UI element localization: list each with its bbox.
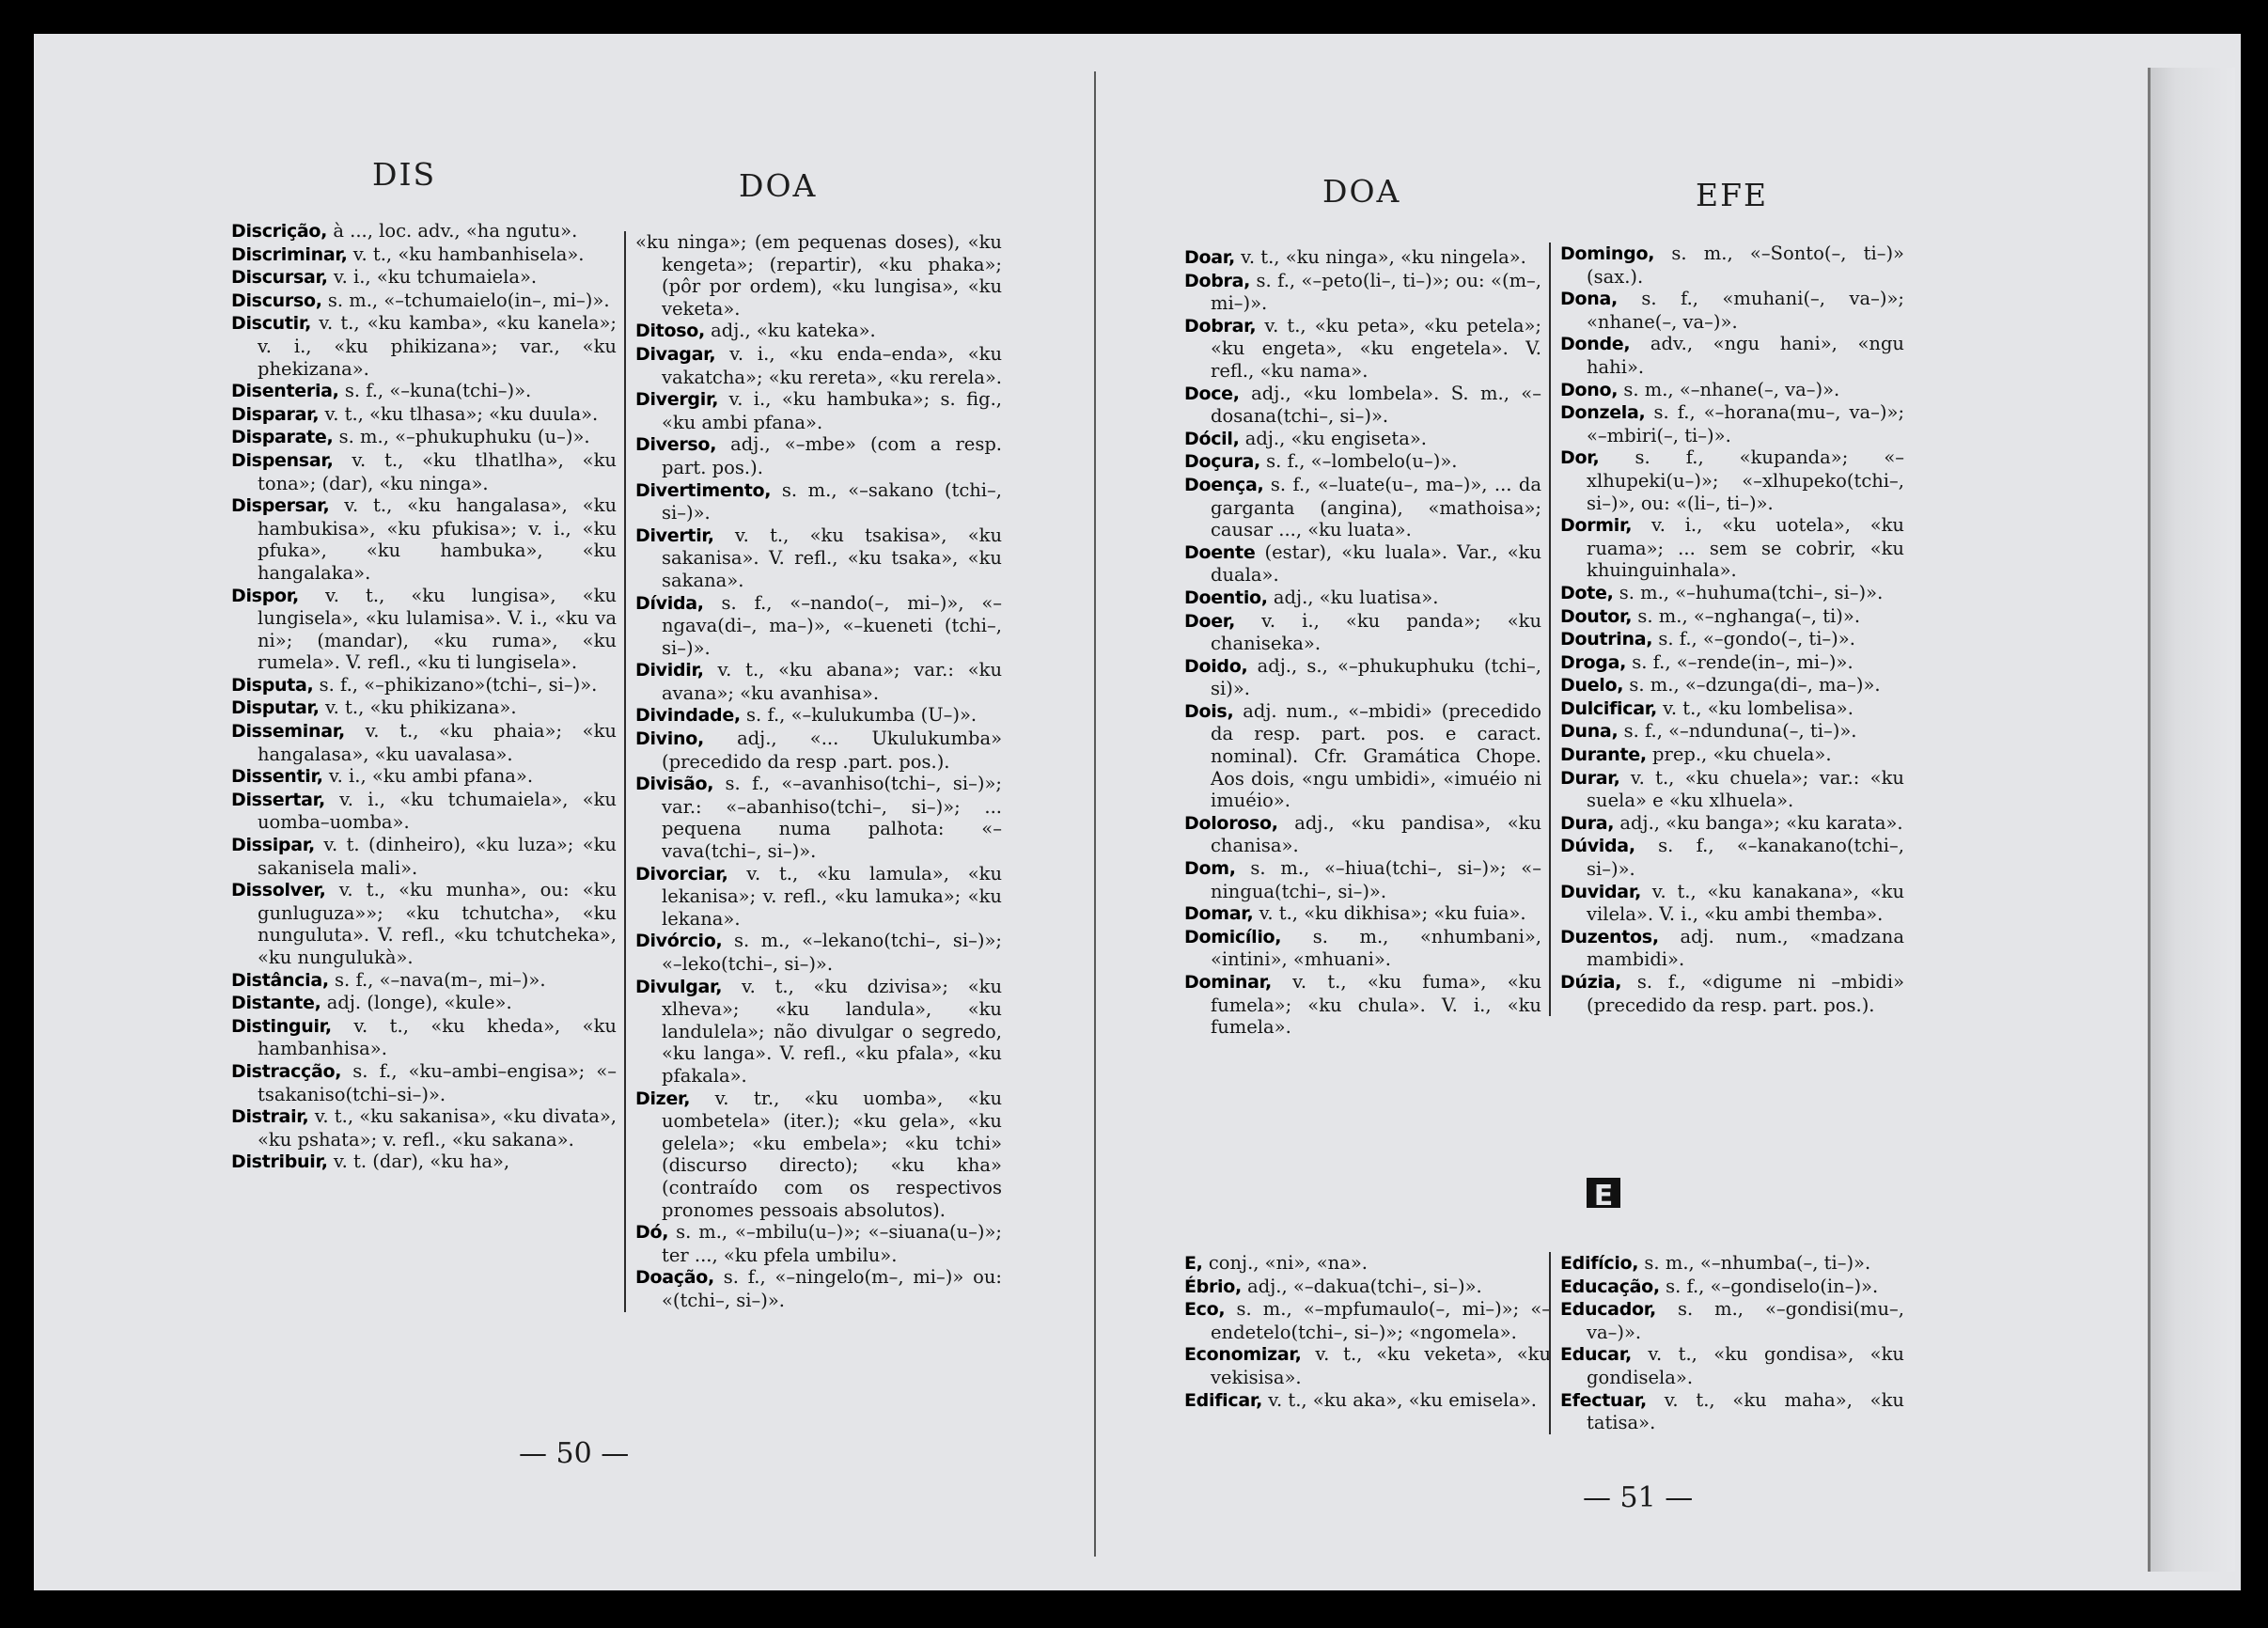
dictionary-entry bbox=[635, 592, 1002, 660]
dictionary-entry bbox=[231, 1060, 617, 1105]
entry-headword: Durar, bbox=[1560, 767, 1620, 789]
entry-headword: Doentio, bbox=[1184, 587, 1268, 608]
entry-headword: Domingo, bbox=[1560, 243, 1655, 264]
entry-definition: v. t., «ku peta», «ku petela»; «ku engeta», «ku engetela». V. refl., «ku nama». bbox=[1211, 314, 1541, 382]
entry-headword: Dulcificar, bbox=[1560, 697, 1657, 719]
entry-definition: s. f., «ku–ambi–engisa»; «–tsakaniso(tchi–si–)». bbox=[258, 1059, 617, 1105]
entry-headword: Donzela, bbox=[1560, 402, 1646, 424]
entry-headword: Doutor, bbox=[1560, 605, 1633, 627]
entry-definition: v. i., «ku panda»; «ku chaniseka». bbox=[1211, 609, 1542, 655]
entry-headword: Disseminar, bbox=[231, 721, 345, 743]
entry-headword: Doido, bbox=[1184, 655, 1248, 677]
entry-definition: v. t. (dar), «ku ha», bbox=[333, 1151, 510, 1173]
entry-definition: v. t., «ku tlhasa»; «ku duula». bbox=[324, 402, 599, 425]
entry-headword: Discrição, bbox=[231, 221, 328, 242]
entry-definition: adj. num., «madzana mambidi». bbox=[1587, 925, 1904, 971]
dictionary-entry bbox=[1184, 1343, 1551, 1388]
entry-definition: v. t., «ku sakanisa», «ku divata», «ku pshata»; v. refl., «ku sakana». bbox=[258, 1105, 618, 1151]
entry-definition: v. t. (dinheiro), «ku luza»; «ku sakanisela mali». bbox=[258, 834, 617, 879]
dictionary-entry bbox=[1184, 610, 1541, 655]
entry-definition: s. f., «digume ni –mbidi» (precedido da resp. part. pos.). bbox=[1587, 971, 1905, 1016]
entry-headword: Droga, bbox=[1560, 651, 1627, 673]
dictionary-entry bbox=[1184, 926, 1541, 971]
entry-definition: v. t., «ku dzivisa»; «ku xlheva»; «ku landula», «ku landulela»; não divulgar o segredo, «ku langa». V. refl., «ku pfala», «ku pfakala». bbox=[662, 975, 1002, 1087]
entry-definition: (estar), «ku luala». Var., «ku duala». bbox=[1211, 540, 1542, 587]
dictionary-entry bbox=[1560, 1343, 1904, 1388]
dictionary-entry bbox=[635, 231, 1002, 320]
dictionary-entry bbox=[231, 585, 617, 674]
entry-definition: s. m., «nhumbani», «intini», «mhuani». bbox=[1211, 925, 1542, 971]
entry-definition: v. t., «ku tsakisa», «ku sakanisa». V. refl., «ku tsaka», «ku sakana». bbox=[662, 524, 1003, 591]
dictionary-entry bbox=[1184, 971, 1541, 1039]
entry-definition: v. i., «ku tchumaiela», «ku uomba–uomba». bbox=[258, 788, 617, 834]
dictionary-entry bbox=[1560, 514, 1904, 582]
dictionary-entry bbox=[231, 426, 617, 449]
entry-definition: v. t., «ku ninga», «ku ningela». bbox=[1241, 246, 1526, 268]
entry-definition: v. t., «ku abana»; var.: «ku avana»; «ku avanhisa». bbox=[662, 659, 1003, 704]
entry-headword: Discurso, bbox=[231, 290, 322, 311]
entry-headword: Dispor, bbox=[231, 585, 299, 606]
dictionary-entry bbox=[1560, 812, 1904, 836]
entry-headword: Edifício, bbox=[1560, 1253, 1639, 1274]
dictionary-entry bbox=[231, 834, 617, 879]
dictionary-column-2 bbox=[1549, 243, 1904, 1016]
dictionary-entry bbox=[635, 659, 1002, 704]
dictionary-entry bbox=[231, 266, 617, 290]
entry-headword: Dizer, bbox=[635, 1088, 691, 1109]
dictionary-entry bbox=[1560, 582, 1904, 605]
entry-definition: v. i., «ku ambi pfana». bbox=[328, 765, 534, 788]
entry-definition: v. t., «ku hambanhisela». bbox=[352, 243, 585, 265]
entry-definition: s. f., «–ningelo(m–, mi–)» ou: «(tchi–, si–)». bbox=[662, 1266, 1003, 1311]
dictionary-entry bbox=[1184, 474, 1541, 541]
entry-headword: Distrair, bbox=[231, 1106, 309, 1128]
dictionary-entry bbox=[635, 388, 1002, 433]
dictionary-entry bbox=[231, 449, 617, 494]
entry-headword: Distinguir, bbox=[231, 1015, 332, 1037]
entry-headword: Efectuar, bbox=[1560, 1389, 1647, 1411]
entry-definition: v. t., «ku dikhisa»; «ku fuia». bbox=[1259, 902, 1526, 925]
entry-definition: v. t., «ku gondisa», «ku gondisela». bbox=[1587, 1343, 1904, 1388]
entry-headword: Disparar, bbox=[231, 403, 320, 425]
dictionary-entry bbox=[1184, 1252, 1551, 1276]
entry-headword: Ébrio, bbox=[1184, 1276, 1242, 1297]
entry-definition: v. tr., «ku uomba», «ku uombetela» (iter.); «ku gela», «ku gelela»; «ku embela»; «ku tchi» (discurso directo); «ku kha» (contraído com os respectivos pronomes pessoais absolutos). bbox=[662, 1087, 1003, 1221]
dictionary-entry bbox=[1184, 902, 1541, 926]
dictionary-entry bbox=[635, 343, 1002, 388]
dictionary-entry bbox=[1560, 651, 1904, 675]
dictionary-entry bbox=[1560, 605, 1904, 629]
entry-headword: Divisão, bbox=[635, 774, 714, 795]
dictionary-entry bbox=[635, 479, 1002, 524]
running-head-right: DOA bbox=[739, 167, 818, 204]
entry-headword: Dispensar, bbox=[231, 449, 334, 471]
dictionary-entry bbox=[231, 243, 617, 267]
entry-headword: Eco, bbox=[1184, 1299, 1226, 1321]
entry-definition: adj., «–mbe» (com a resp. part. pos.). bbox=[662, 433, 1003, 478]
entry-headword: Dissentir, bbox=[231, 766, 323, 788]
entry-headword: Doença, bbox=[1184, 474, 1264, 495]
dictionary-entry bbox=[231, 403, 617, 427]
entry-definition: s. f., «–avanhiso(tchi–, si–)»; var.: «–abanhiso(tchi–, si–)»; ... pequena numa palhota: «–vava(tchi–, si–)». bbox=[662, 773, 1002, 863]
entry-definition: s. f., «–gondo(–, ti–)». bbox=[1658, 628, 1855, 650]
entry-headword: Discutir, bbox=[231, 313, 312, 335]
entry-headword: Distante, bbox=[231, 993, 321, 1014]
dictionary-entry bbox=[231, 1015, 617, 1060]
entry-definition: s. m., «–mbilu(u–)»; «–siuana(u–)»; ter ..., «ku pfela umbilu». bbox=[662, 1221, 1003, 1266]
entry-headword: Dono, bbox=[1560, 379, 1619, 400]
dictionary-entry bbox=[1560, 1252, 1904, 1276]
entry-definition: s. f., «–nando(–, mi–)», «–ngava(di–, ma–)», «–kueneti (tchi–, si–)». bbox=[662, 591, 1002, 659]
entry-headword: Doar, bbox=[1184, 247, 1235, 268]
dictionary-entry bbox=[1184, 270, 1541, 315]
entry-headword: Educação, bbox=[1560, 1276, 1660, 1297]
dictionary-column-4 bbox=[1549, 1252, 1904, 1434]
entry-headword: Doloroso, bbox=[1184, 812, 1278, 834]
entry-definition: s. f., «kupanda»; «–xlhupeki(u–)»; «–xlhupeko(tchi–, si–)», ou: «(li–, ti–)». bbox=[1587, 446, 1904, 514]
entry-headword: Duzentos, bbox=[1560, 926, 1659, 947]
entry-headword: Dó, bbox=[635, 1222, 669, 1244]
entry-headword: Educador, bbox=[1560, 1299, 1656, 1321]
entry-headword: Divagar, bbox=[635, 343, 716, 365]
dictionary-entry bbox=[231, 879, 617, 968]
page-50 bbox=[34, 34, 1094, 1590]
entry-definition: s. m., «–Sonto(–, ti–)» (sax.). bbox=[1587, 243, 1904, 288]
dictionary-entry bbox=[1560, 628, 1904, 651]
dictionary-entry bbox=[1560, 1389, 1904, 1434]
entry-definition: s. m., «–nghanga(–, ti)». bbox=[1637, 604, 1861, 627]
dictionary-entry bbox=[1560, 333, 1904, 378]
entry-headword: Dona, bbox=[1560, 289, 1618, 310]
dictionary-entry bbox=[1560, 1298, 1904, 1343]
entry-headword: Discriminar, bbox=[231, 243, 348, 265]
entry-headword: Disenteria, bbox=[231, 381, 339, 402]
dictionary-entry bbox=[1560, 1276, 1904, 1299]
dictionary-entry bbox=[1184, 857, 1541, 902]
entry-definition: s. f., «–kanakano(tchi–, si–)». bbox=[1587, 835, 1904, 881]
entry-definition: v. t., «ku maha», «ku tatisa». bbox=[1587, 1388, 1904, 1434]
dictionary-entry bbox=[1184, 383, 1541, 428]
dictionary-entry bbox=[231, 494, 617, 584]
entry-definition: v. i., «ku hambuka»; s. fig., «ku ambi pfana». bbox=[662, 388, 1002, 433]
entry-headword: Domicílio, bbox=[1184, 926, 1282, 947]
page-51 bbox=[1094, 34, 2241, 1590]
scanned-book-spread bbox=[34, 34, 2241, 1590]
dictionary-entry bbox=[1560, 288, 1904, 333]
dictionary-entry bbox=[1184, 1276, 1551, 1299]
entry-definition: s. f., «–lombelo(u–)». bbox=[1266, 450, 1458, 473]
entry-definition: «ku ninga»; (em pequenas doses), «ku kengeta»; (repartir), «ku phaka»; (pôr por ordem), «ku lungisa», «ku veketa». bbox=[635, 231, 1002, 320]
dictionary-entry bbox=[231, 220, 617, 243]
entry-headword: Domar, bbox=[1184, 903, 1254, 925]
dictionary-entry bbox=[231, 290, 617, 313]
entry-headword: Dissipar, bbox=[231, 835, 315, 856]
entry-definition: adj., «ku engiseta». bbox=[1244, 427, 1427, 449]
dictionary-entry bbox=[231, 969, 617, 993]
entry-definition: s. f., «–ndunduna(–, ti–)». bbox=[1623, 720, 1857, 743]
entry-headword: Distância, bbox=[231, 969, 329, 991]
entry-definition: adj. (longe), «kule». bbox=[326, 992, 512, 1014]
entry-definition: v. t., «ku aka», «ku emisela». bbox=[1268, 1388, 1538, 1411]
dictionary-column-2 bbox=[624, 231, 1002, 1312]
entry-headword: Divino, bbox=[635, 728, 704, 750]
entry-headword: Divergir, bbox=[635, 389, 719, 411]
entry-headword: Dócil, bbox=[1184, 428, 1240, 449]
entry-headword: Dúvida, bbox=[1560, 836, 1635, 857]
dictionary-entry bbox=[635, 728, 1002, 773]
entry-headword: Dote, bbox=[1560, 582, 1614, 603]
entry-headword: E, bbox=[1184, 1253, 1203, 1274]
entry-definition: v. t., «ku lombelisa». bbox=[1663, 697, 1854, 719]
entry-headword: Dobrar, bbox=[1184, 315, 1257, 337]
dictionary-entry bbox=[231, 674, 617, 697]
entry-definition: s. f., «–peto(li–, ti–)»; ou: «(m–, mi–)». bbox=[1211, 269, 1542, 315]
entry-definition: s. f., «muhani(–, va–)»; «nhane(–, va–)». bbox=[1587, 288, 1904, 333]
entry-definition: à ..., loc. adv., «ha ngutu». bbox=[333, 220, 578, 242]
dictionary-entry bbox=[231, 1151, 617, 1174]
section-letter-heading bbox=[1587, 1177, 1620, 1213]
entry-definition: s. m., «–gondisi(mu–, va–)». bbox=[1587, 1298, 1904, 1343]
entry-definition: prep., «ku chuela». bbox=[1652, 744, 1832, 766]
entry-headword: Donde, bbox=[1560, 334, 1631, 355]
dictionary-entry bbox=[1560, 767, 1904, 812]
entry-definition: v. t., «ku lamula», «ku lekanisa»; v. refl., «ku lamuka»; «ku lekana». bbox=[662, 862, 1002, 930]
dictionary-entry bbox=[1184, 655, 1541, 700]
entry-definition: v. t., «ku phikizana». bbox=[324, 697, 517, 719]
entry-headword: Doente bbox=[1184, 541, 1256, 563]
running-head-left: DIS bbox=[372, 156, 437, 193]
entry-definition: v. i., «ku uotela», «ku ruama»; ... sem se cobrir, «ku khuinguinhala». bbox=[1587, 514, 1904, 582]
entry-definition: s. m., «–hiua(tchi–, si–)»; «–ningua(tchi–, si–)». bbox=[1211, 857, 1541, 902]
entry-definition: s. f., «–nava(m–, mi–)». bbox=[335, 968, 546, 991]
entry-definition: adj., «ku luatisa». bbox=[1273, 586, 1439, 608]
entry-definition: adj., «... Ukulukumba» (precedido da resp .part. pos.). bbox=[662, 728, 1003, 773]
entry-definition: adv., «ngu hani», «ngu hahi». bbox=[1587, 333, 1904, 378]
entry-headword: Economizar, bbox=[1184, 1344, 1302, 1366]
dictionary-entry bbox=[231, 1105, 617, 1151]
entry-definition: conj., «ni», «na». bbox=[1208, 1252, 1368, 1274]
page-edge-strip bbox=[2148, 68, 2235, 1572]
entry-headword: Divulgar, bbox=[635, 976, 723, 997]
entry-definition: s. m., «–tchumaielo(in–, mi–)». bbox=[327, 289, 610, 311]
entry-headword: Divórcio, bbox=[635, 931, 723, 952]
entry-headword: Dominar, bbox=[1184, 972, 1272, 993]
dictionary-entry bbox=[1560, 401, 1904, 446]
entry-headword: Disputa, bbox=[231, 674, 314, 696]
entry-headword: Dispersar, bbox=[231, 495, 330, 517]
dictionary-entry bbox=[1560, 835, 1904, 880]
entry-headword: Dívida, bbox=[635, 592, 704, 614]
running-head-right: EFE bbox=[1696, 177, 1769, 213]
entry-headword: Dividir, bbox=[635, 660, 704, 681]
dictionary-entry bbox=[1184, 700, 1541, 812]
entry-definition: s. m., «–nhane(–, va–)». bbox=[1623, 378, 1840, 400]
entry-definition: s. m., «–mpfumaulo(–, mi–)»; «–endetelo(tchi–, si–)»; «ngomela». bbox=[1211, 1298, 1551, 1343]
dictionary-column-1 bbox=[231, 220, 617, 1174]
dictionary-entry bbox=[1560, 674, 1904, 697]
page-number: — 50 — bbox=[519, 1437, 630, 1470]
entry-definition: v. t., «ku kheda», «ku hambanhisa». bbox=[258, 1014, 617, 1060]
entry-headword: Doação, bbox=[635, 1267, 714, 1289]
entry-headword: Dormir, bbox=[1560, 515, 1633, 537]
dictionary-entry bbox=[1560, 720, 1904, 744]
entry-definition: v. t., «ku fuma», «ku fumela»; «ku chula». V. i., «ku fumela». bbox=[1211, 971, 1542, 1039]
entry-headword: Durante, bbox=[1560, 744, 1647, 766]
dictionary-entry bbox=[635, 1266, 1002, 1311]
entry-headword: Dissertar, bbox=[231, 789, 325, 810]
entry-headword: Dúzia, bbox=[1560, 972, 1622, 993]
dictionary-entry bbox=[1560, 379, 1904, 402]
dictionary-entry bbox=[635, 976, 1002, 1088]
running-head-left: DOA bbox=[1322, 173, 1401, 210]
entry-definition: s. m., «–sakano (tchi–, si–)». bbox=[662, 478, 1002, 524]
entry-headword: Doçura, bbox=[1184, 451, 1260, 473]
entry-headword: Doer, bbox=[1184, 610, 1236, 632]
dictionary-entry bbox=[231, 720, 617, 765]
dictionary-entry bbox=[635, 524, 1002, 592]
dictionary-entry bbox=[231, 789, 617, 834]
entry-definition: s. f., «–rende(in–, mi–)». bbox=[1632, 650, 1854, 673]
entry-definition: v. t., «ku lungisa», «ku lungisela», «ku lulamisa». V. i., «ku va ni»; (mandar), «ku ruma», «ku rumela». V. refl., «ku ti lungisela». bbox=[258, 584, 617, 674]
dictionary-entry bbox=[1184, 1389, 1551, 1413]
entry-definition: v. t., «ku phaia»; «ku hangalasa», «ku uavalasa». bbox=[258, 720, 617, 765]
dictionary-entry bbox=[1560, 926, 1904, 971]
dictionary-entry bbox=[635, 704, 1002, 728]
entry-definition: v. t., «ku kanakana», «ku vilela». V. i., «ku ambi themba». bbox=[1587, 880, 1905, 926]
entry-definition: s. m., «–nhumba(–, ti–)». bbox=[1644, 1252, 1871, 1274]
page-number: — 51 — bbox=[1583, 1481, 1694, 1514]
entry-definition: adj., «ku pandisa», «ku chanisa». bbox=[1211, 811, 1541, 857]
dictionary-entry bbox=[635, 433, 1002, 478]
dictionary-entry bbox=[635, 1088, 1002, 1222]
section-letter: E bbox=[1587, 1178, 1620, 1208]
dictionary-entry bbox=[1560, 744, 1904, 767]
entry-headword: Distracção, bbox=[231, 1060, 342, 1082]
entry-headword: Divorciar, bbox=[635, 863, 728, 884]
entry-headword: Dura, bbox=[1560, 812, 1615, 834]
dictionary-entry bbox=[635, 773, 1002, 862]
entry-headword: Dom, bbox=[1184, 858, 1236, 880]
entry-headword: Doutrina, bbox=[1560, 629, 1653, 650]
entry-definition: adj. num., «–mbidi» (precedido da resp. part. pos. e caract. nominal). Cfr. Gramática Chope. Aos dois, «ngu umbidi», «imuéio ni imuéio». bbox=[1211, 699, 1541, 812]
entry-headword: Dor, bbox=[1560, 447, 1600, 469]
dictionary-entry bbox=[1184, 1298, 1551, 1343]
entry-headword: Diverso, bbox=[635, 434, 717, 456]
entry-definition: v. t., «ku tlhatlha», «ku tona»; (dar), «ku ninga». bbox=[258, 448, 617, 494]
entry-definition: s. f., «–gondiselo(in–)». bbox=[1666, 1275, 1879, 1297]
entry-headword: Distribuir, bbox=[231, 1151, 328, 1173]
entry-headword: Divindade, bbox=[635, 705, 741, 727]
entry-headword: Divertir, bbox=[635, 524, 714, 546]
entry-definition: adj., «ku kateka». bbox=[711, 320, 876, 342]
entry-definition: adj., «–dakua(tchi–, si–)». bbox=[1247, 1275, 1482, 1297]
entry-definition: s. f., «–kulukumba (U–)». bbox=[746, 704, 978, 727]
dictionary-entry bbox=[1184, 812, 1541, 857]
entry-headword: Edificar, bbox=[1184, 1389, 1263, 1411]
entry-definition: adj., «ku lombela». S. m., «–dosana(tchi–, si–)». bbox=[1211, 382, 1541, 428]
entry-definition: v. t., «ku chuela»; var.: «ku suela» e «ku xlhuela». bbox=[1587, 766, 1904, 812]
dictionary-entry bbox=[1184, 541, 1541, 587]
entry-definition: v. t., «ku kamba», «ku kanela»; v. i., «ku phikizana»; var., «ku phekizana». bbox=[258, 312, 617, 380]
entry-definition: v. t., «ku hangalasa», «ku hambukisa», «ku pfukisa»; v. i., «ku pfuka», «ku hambuka», «ku hangalaka». bbox=[258, 494, 618, 584]
dictionary-entry bbox=[635, 320, 1002, 343]
entry-definition: s. f., «–horana(mu–, va–)»; «–mbiri(–, ti–)». bbox=[1587, 401, 1905, 446]
dictionary-entry bbox=[231, 992, 617, 1015]
entry-headword: Duna, bbox=[1560, 721, 1619, 743]
entry-definition: v. t., «ku munha», ou: «ku gunluguza»»; «ku tchutcha», «ku nunguluta». V. refl., «ku tchutcheka», «ku nungulukà». bbox=[258, 879, 617, 968]
entry-definition: v. t., «ku veketa», «ku vekisisa». bbox=[1211, 1343, 1551, 1388]
entry-definition: adj., «ku banga»; «ku karata». bbox=[1619, 811, 1903, 834]
dictionary-column-1 bbox=[1184, 246, 1541, 1039]
entry-definition: s. m., «–phukuphuku (u–)». bbox=[338, 426, 590, 448]
entry-headword: Doce, bbox=[1184, 383, 1240, 404]
entry-definition: s. f., «–luate(u–, ma–)», ... da garganta (angina), «mathoisa»; causar ..., «ku luata». bbox=[1211, 473, 1541, 541]
entry-headword: Dois, bbox=[1184, 700, 1234, 722]
entry-definition: adj., s., «–phukuphuku (tchi–, si)». bbox=[1211, 654, 1541, 700]
dictionary-entry bbox=[1184, 246, 1541, 270]
dictionary-entry bbox=[231, 697, 617, 720]
dictionary-entry bbox=[231, 765, 617, 789]
entry-headword: Disparate, bbox=[231, 427, 334, 448]
entry-definition: v. i., «ku enda–enda», «ku vakatcha»; «ku rereta», «ku rerela». bbox=[662, 342, 1003, 388]
dictionary-entry bbox=[635, 1221, 1002, 1266]
entry-headword: Educar, bbox=[1560, 1344, 1632, 1366]
dictionary-entry bbox=[1184, 587, 1541, 610]
entry-definition: v. i., «ku tchumaiela». bbox=[333, 266, 538, 289]
dictionary-entry bbox=[1184, 315, 1541, 383]
entry-headword: Ditoso, bbox=[635, 321, 705, 342]
entry-headword: Discursar, bbox=[231, 267, 328, 289]
dictionary-entry bbox=[1560, 243, 1904, 288]
entry-definition: s. m., «–huhuma(tchi–, si–)». bbox=[1619, 581, 1884, 603]
dictionary-entry bbox=[1184, 450, 1541, 474]
entry-headword: Duvidar, bbox=[1560, 881, 1642, 902]
entry-headword: Dobra, bbox=[1184, 270, 1251, 291]
entry-headword: Dissolver, bbox=[231, 880, 326, 901]
dictionary-entry bbox=[635, 930, 1002, 975]
dictionary-entry bbox=[231, 380, 617, 403]
entry-definition: s. m., «–lekano(tchi–, si–)»; «–leko(tchi–, si–)». bbox=[662, 930, 1002, 975]
dictionary-entry bbox=[1560, 971, 1904, 1016]
entry-definition: s. m., «–dzunga(di–, ma–)». bbox=[1629, 674, 1881, 697]
dictionary-entry bbox=[1184, 428, 1541, 451]
dictionary-entry bbox=[1560, 881, 1904, 926]
dictionary-entry bbox=[1560, 697, 1904, 721]
entry-headword: Disputar, bbox=[231, 697, 320, 719]
entry-definition: s. f., «–kuna(tchi–)». bbox=[344, 380, 532, 402]
entry-definition: s. f., «–phikizano»(tchi–, si–)». bbox=[319, 673, 598, 696]
dictionary-entry bbox=[231, 312, 617, 380]
entry-headword: Duelo, bbox=[1560, 675, 1624, 697]
entry-headword: Divertimento, bbox=[635, 479, 772, 501]
dictionary-column-3 bbox=[1184, 1252, 1551, 1412]
dictionary-entry bbox=[1560, 446, 1904, 514]
dictionary-entry bbox=[635, 863, 1002, 931]
